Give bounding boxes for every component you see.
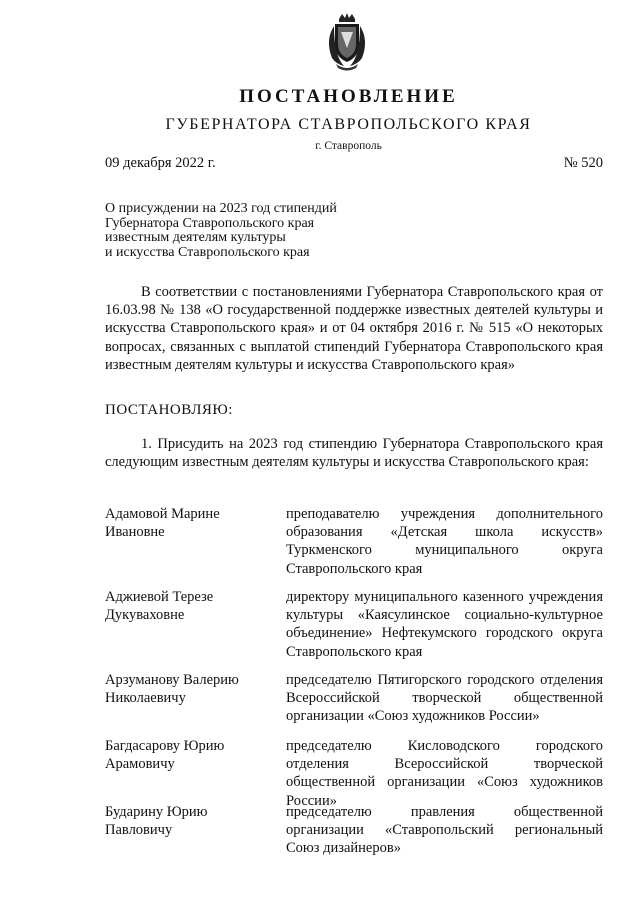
subject-line: известным деятелям культуры (105, 230, 286, 245)
subject-line: О присуждении на 2023 год стипендий (105, 201, 337, 216)
subject-line: и искусства Ставропольского края (105, 244, 310, 260)
document-issuer: ГУБЕРНАТОРА СТАВРОПОЛЬСКОГО КРАЯ (165, 116, 532, 133)
document-subject (105, 202, 405, 260)
clause-1-paragraph: 1. Присудить на 2023 год стипендию Губернатора Ставропольского края следующим известным деятелям культуры и искусства Ставропольского края: (105, 436, 603, 471)
awardee-name: Адамовой Марине Ивановне (105, 506, 220, 541)
decree-word: ПОСТАНОВЛЯЮ: (105, 402, 233, 418)
document-title: ПОСТАНОВЛЕНИЕ (239, 86, 458, 107)
document-city: г. Ставрополь (315, 140, 382, 152)
awardee-description: директору муниципального казенного учреждения культуры «Каясулинское социально-культурное объединение» Нефтекумского городского округа Ставропольского края (286, 589, 603, 660)
awardee-description: председателю правления общественной организации «Ставропольский региональный Союз дизайнеров» (286, 804, 603, 857)
subject-line: Губернатора Ставропольского края (105, 215, 315, 231)
awardee-name: Бударину Юрию Павловичу (105, 804, 208, 839)
awardee-description: председателю Пятигорского городского отделения Всероссийской творческой общественной организации «Союз художников России» (286, 672, 603, 725)
awardee-name: Аджиевой Терезе Дукуваховне (105, 589, 214, 624)
coat-of-arms-icon (322, 12, 372, 72)
document-number: № 520 (563, 155, 603, 171)
awardee-description: преподавателю учреждения дополнительного образования «Детская школа искусств» Туркменского муниципального округа Ставропольского края (286, 506, 603, 577)
awardee-name: Арзуманову Валерию Николаевичу (105, 672, 239, 707)
preamble-paragraph: В соответствии с постановлениями Губернатора Ставропольского края от 16.03.98 № 138 «О государственной поддержке известных деятелей культуры и искусства Ставропольского края» и от 04 октября 2016 г. № 515 «О некоторых вопросах, связанных с выплатой стипендий Губернатора Ставропольского края известным деятелям культуры и искусства Ставропольского края» (105, 284, 603, 373)
awardee-name: Багдасарову Юрию Арамовичу (105, 738, 225, 773)
awardee-description: председателю Кисловодского городского отделения Всероссийской творческой общественной организации «Союз художников России» (286, 738, 603, 809)
document-date: 09 декабря 2022 г. (105, 155, 216, 171)
